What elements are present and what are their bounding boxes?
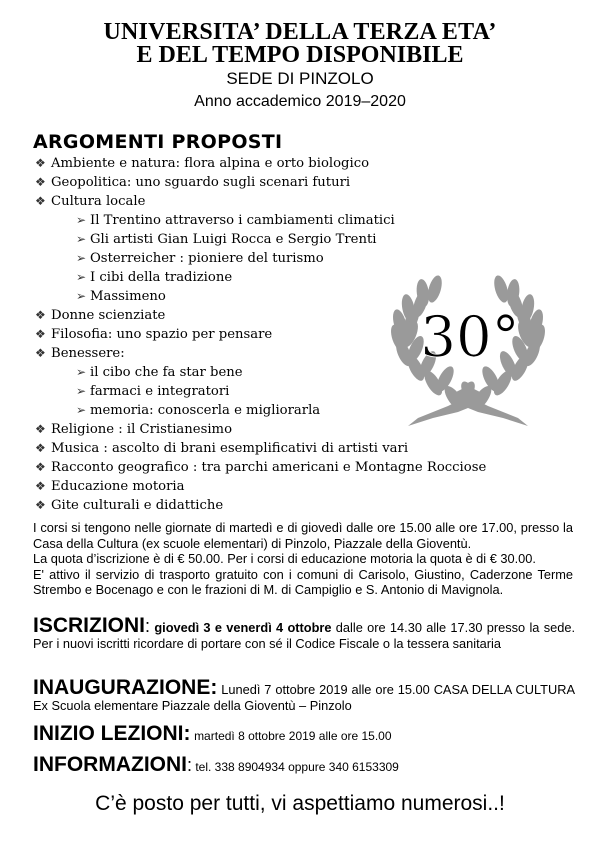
fee-text: La quota d’iscrizione è di € 50.00. Per i corsi di educazione motoria la quota è di € 30.00. — [33, 551, 536, 566]
topic-text: Ambiente e natura: flora alpina e orto biologico — [51, 156, 370, 171]
topic-text: Il Trentino attraverso i cambiamenti climatici — [90, 213, 395, 228]
ribbon-icon — [408, 386, 528, 426]
topic-text: Donne scienziate — [51, 308, 166, 323]
inauguration-label: INAUGURAZIONE: — [33, 676, 218, 699]
topic-text: Religione : il Cristianesimo — [51, 422, 233, 437]
contact-phones: tel. 338 8904934 oppure 340 6153309 — [192, 760, 399, 774]
transport-text: E' attivo il servizio di trasporto gratuito con i comuni di Carisolo, Giustino, Caderzone Terme Strembo e Bocenago e con le frazioni di M. di Campiglio e S. Antonio di Mavignola. — [33, 566, 573, 597]
arrow-bullet-icon: ➢ — [76, 213, 87, 227]
topic-text: Gite culturali e didattiche — [51, 498, 224, 513]
arrow-bullet-icon: ➢ — [76, 403, 87, 417]
topic-text: Filosofia: uno spazio per pensare — [51, 327, 273, 342]
diamond-bullet-icon: ❖ — [35, 422, 46, 436]
diamond-bullet-icon: ❖ — [35, 460, 46, 474]
diamond-bullet-icon: ❖ — [35, 441, 46, 455]
diamond-bullet-icon: ❖ — [35, 156, 46, 170]
diamond-bullet-icon: ❖ — [35, 479, 46, 493]
lessons-start-section — [33, 722, 575, 745]
inauguration-section — [33, 676, 575, 713]
topic-text: Racconto geografico : tra parchi americani e Montagne Rocciose — [51, 460, 487, 475]
topic-text: Benessere: — [51, 346, 125, 361]
topic-item — [35, 458, 486, 477]
registration-label: ISCRIZIONI — [33, 614, 146, 637]
course-schedule-text: I corsi si tengono nelle giornate di martedì e di giovedì dalle ore 15.00 alle ore 17.00, presso la Casa della Cultura (ex scuole elementari) di Pinzolo, Piazzale della Gioventù. — [33, 520, 573, 551]
lessons-start-label: INIZIO LEZIONI: — [33, 722, 191, 745]
contact-section — [33, 753, 575, 776]
topic-text: Osterreicher : pioniere del turismo — [90, 251, 324, 266]
topic-text: Cultura locale — [51, 194, 146, 209]
topic-item — [35, 477, 486, 496]
arrow-bullet-icon: ➢ — [76, 289, 87, 303]
diamond-bullet-icon: ❖ — [35, 194, 46, 208]
title-line-2: E DEL TEMPO DISPONIBILE — [136, 42, 464, 68]
closing-message: C’è posto per tutti, vi aspettiamo numerosi..! — [95, 792, 505, 815]
academic-year: Anno accademico 2019–2020 — [194, 93, 406, 110]
registration-colon: : — [145, 616, 151, 636]
topic-item — [35, 192, 486, 211]
topic-item — [35, 439, 486, 458]
diamond-bullet-icon: ❖ — [35, 346, 46, 360]
subtitle-location: SEDE DI PINZOLO — [226, 69, 374, 88]
title-line-1: UNIVERSITA’ DELLA TERZA ETA’ — [103, 19, 497, 45]
anniversary-number: 30° — [420, 305, 520, 370]
diamond-bullet-icon: ❖ — [35, 327, 46, 341]
sub-topic-item — [35, 230, 486, 249]
topic-text: Gli artisti Gian Luigi Rocca e Sergio Trenti — [90, 232, 377, 247]
topic-text: Musica : ascolto di brani esemplificativi di artisti vari — [51, 441, 409, 456]
topic-text: I cibi della tradizione — [90, 270, 233, 285]
topic-text: Educazione motoria — [51, 479, 185, 494]
topic-text: Massimeno — [90, 289, 166, 304]
arrow-bullet-icon: ➢ — [76, 384, 87, 398]
sub-topic-item — [35, 249, 486, 268]
topic-text: memoria: conoscerla e migliorarla — [90, 403, 321, 418]
topics-heading: ARGOMENTI PROPOSTI — [33, 131, 283, 153]
arrow-bullet-icon: ➢ — [76, 232, 87, 246]
arrow-bullet-icon: ➢ — [76, 270, 87, 284]
topic-text: il cibo che fa star bene — [90, 365, 243, 380]
topic-item — [35, 154, 486, 173]
topic-item — [35, 496, 486, 515]
contact-colon: : — [186, 755, 192, 775]
topic-text: farmaci e integratori — [90, 384, 230, 399]
sub-topic-item — [35, 211, 486, 230]
diamond-bullet-icon: ❖ — [35, 498, 46, 512]
diamond-bullet-icon: ❖ — [35, 175, 46, 189]
topic-text: Geopolitica: uno sguardo sugli scenari futuri — [51, 175, 351, 190]
arrow-bullet-icon: ➢ — [76, 365, 87, 379]
anniversary-wreath-badge — [378, 268, 558, 438]
contact-label: INFORMAZIONI — [33, 753, 187, 776]
course-info-paragraph — [33, 520, 573, 598]
registration-dates: giovedì 3 e venerdì 4 ottobre — [154, 620, 332, 635]
arrow-bullet-icon: ➢ — [76, 251, 87, 265]
lessons-start-details: martedì 8 ottobre 2019 alle ore 15.00 — [194, 729, 392, 743]
diamond-bullet-icon: ❖ — [35, 308, 46, 322]
registration-details: dalle ore 14.30 alle 17.30 presso la sede. Per i nuovi iscritti ricordare di portare con sé il Codice Fiscale o la tessera sanitaria — [33, 620, 575, 651]
registration-section — [33, 614, 575, 651]
inauguration-details: Lunedì 7 ottobre 2019 alle ore 15.00 CASA DELLA CULTURA Ex Scuola elementare Piazzale della Gioventù – Pinzolo — [33, 682, 575, 713]
topic-item — [35, 173, 486, 192]
